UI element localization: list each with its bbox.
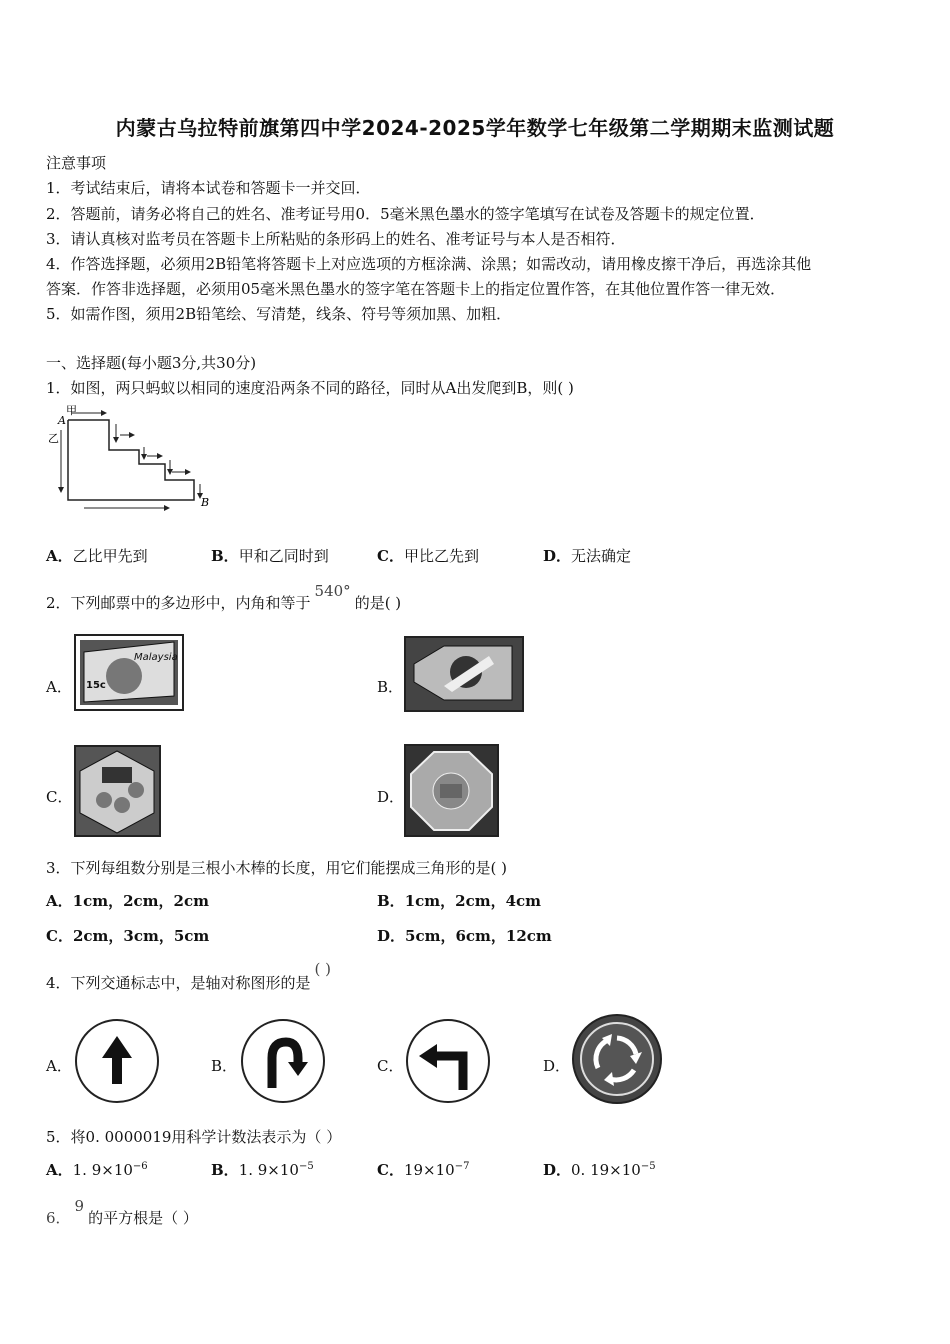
page-title: 内蒙古乌拉特前旗第四中学2024-2025学年数学七年级第二学期期末监测试题 [115, 116, 835, 140]
q1-option-b[interactable]: B．甲和乙同时到 [211, 547, 329, 565]
section-heading: 一、选择题(每小题3分,共30分) [46, 354, 257, 372]
q5-option-b[interactable]: B．1. $9\times 10^{-5}$ [211, 1161, 314, 1179]
notice-item: 3．请认真核对监考员在答题卡上所粘贴的条形码上的姓名、准考证号与本人是否相符． [46, 230, 626, 248]
q1-label-jia: 甲 [66, 404, 77, 417]
notice-heading: 注意事项 [46, 154, 107, 172]
question-2-stem: 2．下列邮票中的多边形中，内角和等于540°的是( ) [46, 582, 402, 612]
q4-sign-a-straight-arrow[interactable] [74, 1018, 160, 1104]
q3-option-b[interactable]: B．1cm，2cm，4cm [377, 892, 542, 910]
q2-stamp-d[interactable] [404, 744, 499, 837]
q2-option-d-label[interactable]: D． [377, 788, 405, 806]
q1-option-c[interactable]: C．甲比乙先到 [377, 547, 479, 565]
q2-angle-value: 540° [314, 582, 351, 600]
notice-item: 4．作答选择题，必须用2B铅笔将答题卡上对应选项的方框涂满、涂黑；如需改动，请用橡皮擦干净后，再选涂其他 [46, 255, 812, 273]
q4-sign-b-u-turn[interactable] [240, 1018, 326, 1104]
q2-stamp-a[interactable] [74, 634, 184, 711]
q2-stamp-b[interactable] [404, 636, 524, 712]
stamp-a-country: Malaysia [134, 652, 178, 663]
q4-option-d-label[interactable]: D． [543, 1057, 571, 1075]
q4-sign-c-left-turn[interactable] [405, 1018, 491, 1104]
question-1-stem: 1．如图，两只蚂蚁以相同的速度沿两条不同的路径，同时从A出发爬到B，则( ) [46, 379, 574, 397]
q5-option-c[interactable]: C．$19\times 10^{-7}$ [377, 1161, 470, 1179]
q1-option-d[interactable]: D．无法确定 [543, 547, 632, 565]
q3-option-d[interactable]: D．5cm，6cm，12cm [377, 927, 552, 945]
q1-option-a[interactable]: A．乙比甲先到 [46, 547, 148, 565]
question-3-stem: 3．下列每组数分别是三根小木棒的长度，用它们能摆成三角形的是( ) [46, 859, 508, 877]
q2-option-c-label[interactable]: C． [46, 788, 73, 806]
q4-sign-d-roundabout[interactable] [572, 1014, 662, 1104]
stamp-a-value: 15c [86, 680, 106, 691]
q3-option-a[interactable]: A．1cm，2cm，2cm [46, 892, 209, 910]
q4-option-c-label[interactable]: C． [377, 1057, 404, 1075]
q2-option-b-label[interactable]: B． [377, 678, 404, 696]
q4-paren: ( ) [314, 960, 332, 978]
q1-label-a: A [58, 414, 66, 427]
q2-option-a-label[interactable]: A． [46, 678, 72, 696]
q1-staircase-figure [44, 402, 214, 514]
q5-option-a[interactable]: A．1. $9\times 10^{-6}$ [46, 1161, 148, 1179]
question-6-stem: 6．9的平方根是（ ） [46, 1197, 198, 1227]
q5-option-d[interactable]: D．0. $19\times 10^{-5}$ [543, 1161, 656, 1179]
question-5-stem: 5．将0. 0000019用科学计数法表示为（ ） [46, 1128, 342, 1146]
notice-item: 1．考试结束后，请将本试卷和答题卡一并交回． [46, 179, 371, 197]
q4-option-a-label[interactable]: A． [46, 1057, 72, 1075]
q2-stamp-c[interactable] [74, 745, 161, 837]
notice-item: 2．答题前，请务必将自己的姓名、准考证号用0．5毫米黑色墨水的签字笔填写在试卷及答题卡的规定位置． [46, 205, 765, 223]
question-4-stem: 4．下列交通标志中，是轴对称图形的是( ) [46, 960, 332, 992]
q6-value: 9 [74, 1197, 85, 1215]
notice-item: 5．如需作图，须用2B铅笔绘、写清楚，线条、符号等须加黑、加粗． [46, 305, 512, 323]
q1-label-b: B [201, 496, 210, 509]
q3-option-c[interactable]: C．2cm，3cm，5cm [46, 927, 210, 945]
notice-item: 答案．作答非选择题，必须用05毫米黑色墨水的签字笔在答题卡上的指定位置作答，在其他位置作答一律无效． [46, 280, 786, 298]
q4-option-b-label[interactable]: B． [211, 1057, 238, 1075]
q1-label-yi: 乙 [48, 432, 59, 445]
